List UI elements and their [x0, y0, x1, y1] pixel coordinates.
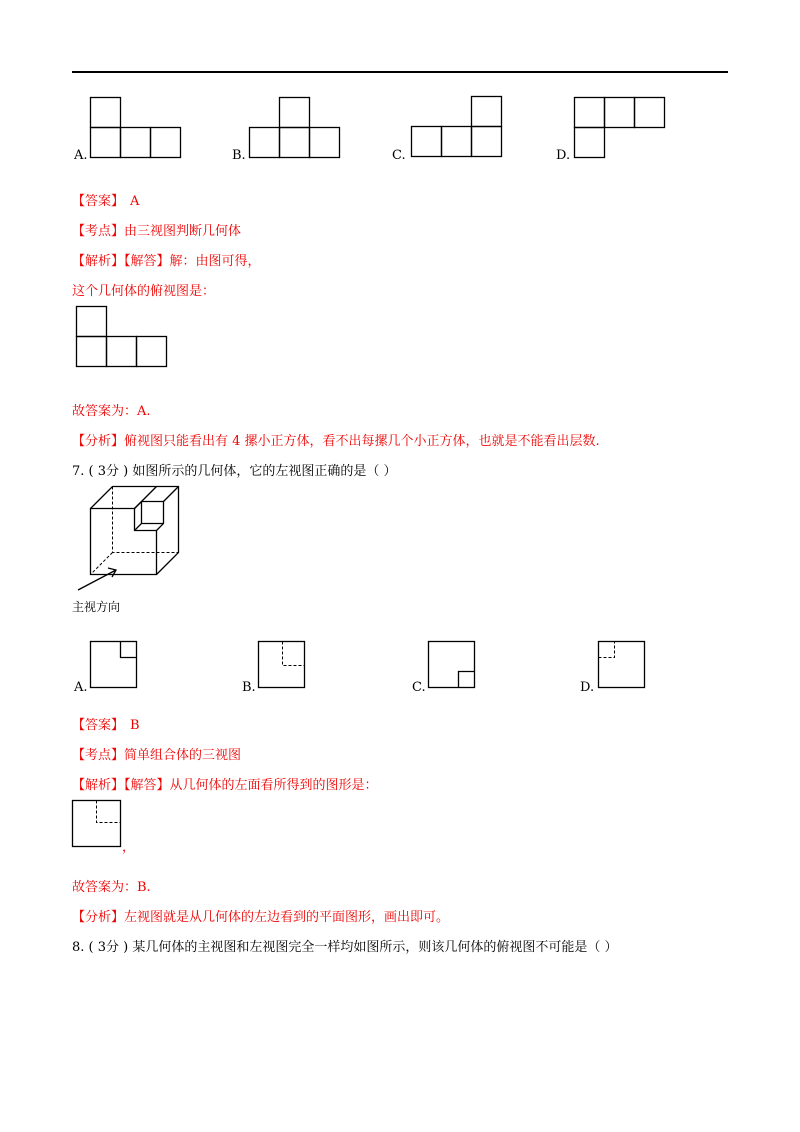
q6-answer-figure	[76, 306, 168, 368]
q7-option-c-figure[interactable]	[428, 641, 476, 689]
q7-option-c-label: C.	[412, 680, 426, 695]
q7-conclusion: 故答案为：B.	[72, 880, 151, 895]
q7-option-a-figure[interactable]	[90, 641, 138, 689]
q7-option-d-label: D.	[580, 680, 595, 695]
q6-topic: 【考点】由三视图判断几何体	[72, 224, 242, 239]
q7-solid-figure	[86, 486, 186, 586]
q6-conclusion: 故答案为：A.	[72, 404, 151, 419]
q7-option-b-label: B.	[242, 680, 256, 695]
q6-option-c-label: C.	[392, 148, 406, 163]
q7-option-a-label: A.	[74, 680, 88, 695]
q6-option-d-figure[interactable]	[574, 97, 666, 159]
q6-analysis-line2: 这个几何体的俯视图是：	[72, 284, 216, 299]
q6-option-b-label: B.	[232, 148, 246, 163]
q8-question: 8. ( 3分 ) 某几何体的主视图和左视图完全一样均如图所示，则该几何体的俯视图不可能是（ ）	[72, 940, 618, 955]
q7-caption: 主视方向	[72, 600, 121, 614]
q6-option-b-figure[interactable]	[249, 97, 341, 159]
q7-option-d-figure[interactable]	[598, 641, 646, 689]
q7-answer: 【答案】 B	[72, 718, 140, 733]
q7-answer-comma: ，	[122, 840, 136, 855]
q6-fenxi: 【分析】俯视图只能看出有 4 摞小正方体，看不出每摞几个小正方体，也就是不能看出层数.	[72, 434, 600, 449]
q6-analysis: 【解析】【解答】解：由图可得，	[72, 254, 261, 269]
q7-option-b-figure[interactable]	[258, 641, 306, 689]
q6-option-d-label: D.	[556, 148, 571, 163]
q7-topic: 【考点】简单组合体的三视图	[72, 748, 242, 763]
q7-answer-figure	[72, 800, 122, 848]
q7-analysis: 【解析】【解答】从几何体的左面看所得到的图形是：	[72, 778, 378, 793]
q7-fenxi: 【分析】左视图就是从几何体的左边看到的平面图形，画出即可。	[72, 910, 450, 925]
q7-question: 7. ( 3分 ) 如图所示的几何体，它的左视图正确的是（ ）	[72, 464, 397, 479]
header-rule	[72, 71, 728, 73]
q6-answer: 【答案】 A	[72, 194, 140, 209]
q6-option-a-figure[interactable]	[90, 97, 182, 159]
q6-option-c-figure[interactable]	[411, 96, 503, 158]
q6-option-a-label: A.	[74, 148, 88, 163]
